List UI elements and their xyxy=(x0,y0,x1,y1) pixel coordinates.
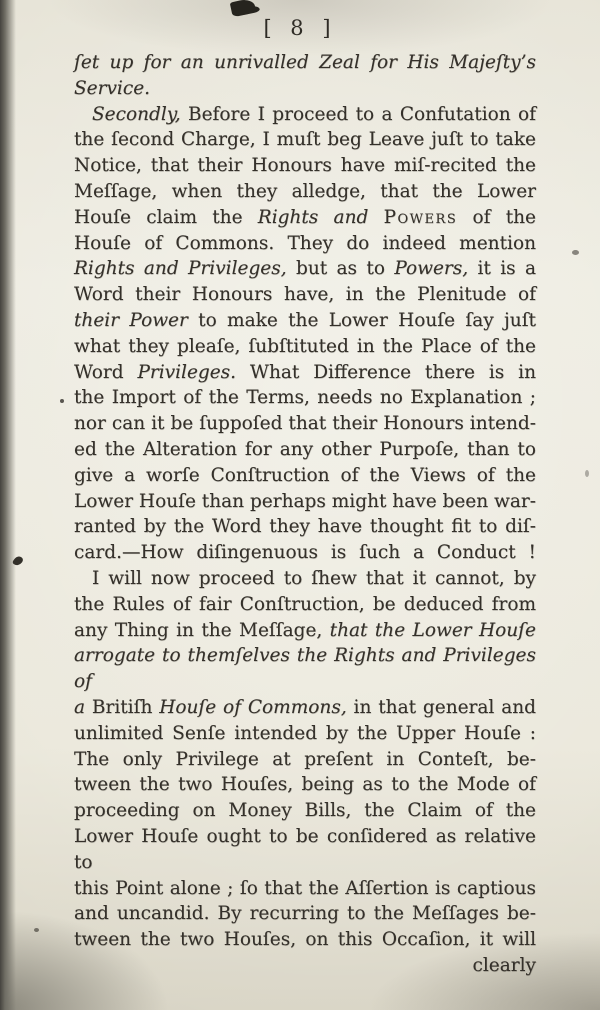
text-line xyxy=(74,50,536,76)
text-line xyxy=(74,411,536,437)
text-segment: Rights and xyxy=(257,206,384,228)
body-text xyxy=(74,50,536,979)
text-segment: arrogate to themſelves the Rights and Privileges of xyxy=(74,645,536,693)
text-segment: Privileges. xyxy=(137,361,237,383)
page-number: [ 8 ] xyxy=(263,16,337,40)
text-segment: it is a xyxy=(468,258,536,280)
text-line xyxy=(74,592,536,618)
speck-bottom-left xyxy=(34,928,39,932)
text-line xyxy=(74,824,536,876)
text-segment: Britiſh xyxy=(91,696,160,718)
text-segment: Notice, that their Honours have miſ-recited the xyxy=(74,155,536,177)
text-segment: What Difference there is in xyxy=(236,361,536,383)
text-segment: I will now proceed to ſhew that it cannot, by xyxy=(92,567,536,589)
text-segment: Lower Houſe than perhaps might have been war- xyxy=(74,490,537,512)
text-segment: the Import of the Terms, needs no Explanation ; xyxy=(74,387,536,409)
text-line xyxy=(74,514,536,540)
catchword: clearly xyxy=(472,954,536,976)
text-line xyxy=(74,179,536,205)
speck-left-edge xyxy=(12,555,24,568)
text-line xyxy=(74,901,536,927)
ink-blot-top xyxy=(230,0,257,17)
text-segment: ſet up for an unrivalled Zeal for His Majeſty’s xyxy=(74,52,536,73)
text-segment: a xyxy=(74,696,92,718)
text-segment: to make the Lower Houſe ſay juſt xyxy=(187,309,536,331)
text-segment: Word xyxy=(74,361,138,383)
text-segment: Rights and Privileges, xyxy=(74,258,287,280)
text-segment: that the Lower Houſe xyxy=(329,619,536,641)
text-segment: the ſecond Charge, I muſt beg Leave juſt to take xyxy=(74,129,536,151)
text-line xyxy=(74,747,536,773)
text-segment: ranted by the Word they have thought fit to diſ- xyxy=(74,516,536,538)
text-line xyxy=(74,798,536,824)
text-segment: in that general and xyxy=(346,696,536,718)
text-line xyxy=(74,102,536,128)
text-segment: Houſe of Commons, xyxy=(159,696,347,718)
text-line xyxy=(74,76,536,102)
text-segment: nor can it be ſuppoſed that their Honours intend- xyxy=(74,413,536,435)
text-segment: ed the Alteration for any other Purpoſe, than to xyxy=(74,438,536,460)
text-line xyxy=(74,437,536,463)
text-segment: Word their Honours have, in the Plenitude of xyxy=(74,284,536,306)
text-segment: tween the two Houſes, being as to the Mode of xyxy=(74,774,536,796)
text-line xyxy=(74,127,536,153)
text-segment: this Point alone ; ſo that the Aſſertion is captious xyxy=(74,877,536,899)
text-segment: unlimited Senſe intended by the Upper Houſe : xyxy=(74,722,536,744)
text-segment: Before I proceed to a Confutation of xyxy=(180,103,536,125)
text-segment: tween the two Houſes, on this Occaſion, it will xyxy=(74,929,536,951)
text-line xyxy=(74,282,536,308)
text-segment: card.—How diſingenuous is ſuch a Conduct ! xyxy=(74,542,536,564)
text-segment: proceeding on Money Bills, the Claim of the xyxy=(74,800,536,822)
text-line xyxy=(74,540,536,566)
text-line xyxy=(74,695,536,721)
text-line xyxy=(74,772,536,798)
text-line xyxy=(74,876,536,902)
speck-right-margin xyxy=(572,250,579,255)
text-line xyxy=(74,385,536,411)
text-line xyxy=(74,153,536,179)
text-segment: Houſe of Commons. They do indeed mention xyxy=(74,232,536,254)
speck-right-edge xyxy=(585,470,589,477)
text-segment: their Power xyxy=(74,309,188,331)
text-segment: Powers xyxy=(383,206,458,228)
text-line xyxy=(74,463,536,489)
text-segment: what they pleaſe, ſubſtituted in the Place of the xyxy=(74,335,536,357)
text-segment: the Rules of fair Conſtruction, be deduced from xyxy=(74,593,536,615)
text-segment: give a worſe Conſtruction of the Views of the xyxy=(74,464,536,486)
text-line xyxy=(74,927,536,953)
text-segment: of the xyxy=(457,206,536,228)
text-segment: and uncandid. By recurring to the Meſſages be- xyxy=(74,903,536,925)
text-line xyxy=(74,360,536,386)
text-line xyxy=(74,566,536,592)
text-segment: Service. xyxy=(74,77,151,99)
text-segment: any Thing in the Meſſage, xyxy=(74,619,330,641)
speck-left-margin xyxy=(60,399,64,403)
text-line xyxy=(74,231,536,257)
text-line xyxy=(74,618,536,644)
text-line xyxy=(74,721,536,747)
text-line xyxy=(74,643,536,695)
text-line xyxy=(74,256,536,282)
text-line xyxy=(74,205,536,231)
text-line xyxy=(74,334,536,360)
text-line xyxy=(74,489,536,515)
text-segment: Powers, xyxy=(394,258,469,280)
text-segment: Secondly, xyxy=(92,103,181,125)
text-line xyxy=(74,308,536,334)
text-segment: The only Privilege at preſent in Conteſt, be- xyxy=(74,748,536,770)
text-segment: Meſſage, when they alledge, that the Lower xyxy=(74,180,536,202)
text-segment: but as to xyxy=(286,258,395,280)
text-segment: Lower Houſe ought to be conſidered as relative to xyxy=(74,825,536,873)
text-segment: Houſe claim the xyxy=(74,206,258,228)
